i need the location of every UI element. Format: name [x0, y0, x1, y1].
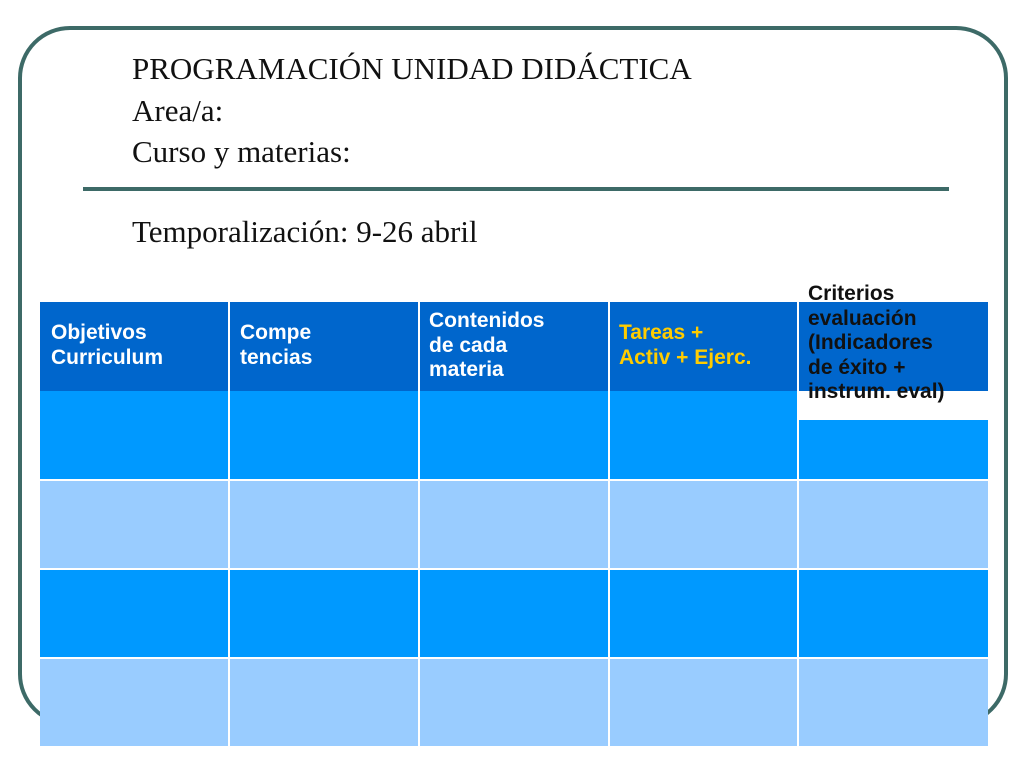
row-divider [40, 657, 988, 659]
header-objetivos: Objetivos Curriculum [51, 321, 164, 369]
column-divider [797, 302, 799, 746]
temporalizacion-label: Temporalización: 9-26 abril [132, 214, 478, 249]
row-divider [40, 479, 988, 481]
title-block [132, 48, 692, 173]
curso-label: Curso y materias: [132, 134, 351, 169]
area-label: Area/a: [132, 92, 224, 128]
divider-line [83, 187, 949, 191]
table-row [40, 569, 988, 658]
column-divider [228, 302, 230, 746]
table-row [40, 658, 988, 746]
programacion-table [40, 282, 988, 746]
header-contenidos: Contenidos de cada materia [429, 309, 545, 381]
column-divider [608, 302, 610, 746]
header-tareas: Tareas + Activ + Ejerc. [619, 321, 752, 369]
table-row [40, 480, 988, 569]
page-title: PROGRAMACIÓN UNIDAD DIDÁCTICA [132, 51, 692, 86]
row-divider [40, 568, 988, 570]
header-criterios: Criterios evaluación (Indicadores de éxito + instrum. eval) [808, 282, 945, 403]
header-competencias: Compe tencias [240, 321, 313, 369]
table-row-last-cell [798, 420, 988, 480]
column-divider [418, 302, 420, 746]
